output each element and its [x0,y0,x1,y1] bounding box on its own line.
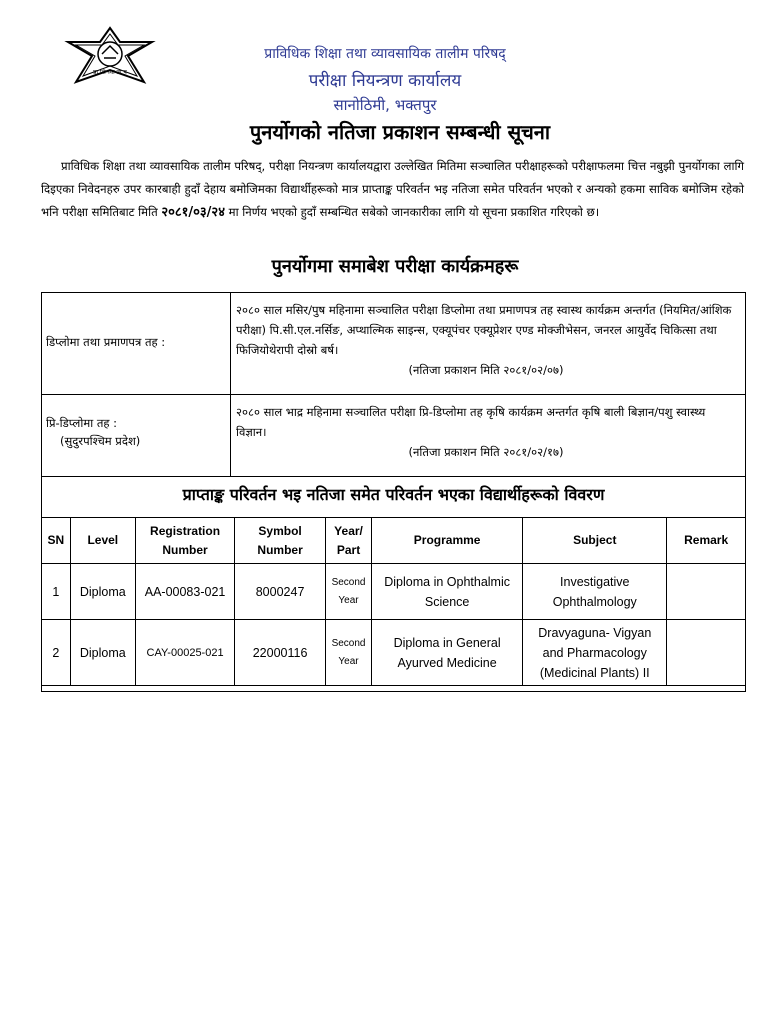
results-title: प्राप्ताङ्क परिवर्तन भइ नतिजा समेत परिवर्तन भएका विद्यार्थीहरूको विवरण [182,485,605,504]
council-logo [64,26,156,86]
cell-registration: CAY-00025-021 [136,620,235,686]
notice-title: पुनर्योगको नतिजा प्रकाशन सम्बन्धी सूचना [249,120,551,144]
cell-subject-line1: Investigative [560,574,630,589]
cell-subject [523,564,667,620]
header-year-part [326,518,372,564]
logo-text: प्रा शि व्या ता प [93,69,127,76]
header-programme: Programme [372,518,523,564]
header-yp-line2: Part [336,542,361,557]
office-name: परीक्षा नियन्त्रण कार्यालय [308,71,462,91]
cell-programme-line2: Ayurved Medicine [397,655,497,670]
office-location: सानोठिमी, भक्तपुर [333,96,437,114]
cell-programme-line1: Diploma in General [393,635,501,650]
program-result-date: (नतिजा प्रकाशन मिति २०८१/०२/०७) [408,363,564,377]
cell-subject-line2: and Pharmacology [542,645,647,660]
cell-programme-line1: Diploma in Ophthalmic [384,574,510,589]
program-result-date: (नतिजा प्रकाशन मिति २०८१/०२/१७) [408,445,564,459]
header-remark: Remark [667,518,746,564]
cell-year-part [326,620,372,686]
cell-symbol: 22000116 [235,620,326,686]
header-reg-line1: Registration [150,523,221,538]
cell-sn: 1 [42,564,71,620]
cell-year-line2: Year [338,594,359,606]
cell-subject-line1: Dravyaguna- Vigyan [538,625,652,640]
table-header-row [42,518,746,564]
program-description-prediploma [236,402,736,462]
programs-divider [230,292,231,476]
cell-level: Diploma [70,564,135,620]
program-desc-text: २०८० साल भाद्र महिनामा सञ्चालित परीक्षा प्रि-डिप्लोमा तह कृषि कार्यक्रम अन्तर्गत कृषि बाली बिज्ञान/पशु स्वास्थ्य विज्ञान। [236,405,706,439]
cell-year-line2: Year [338,655,359,667]
cell-sn: 2 [42,620,71,686]
notice-text-part1: प्राविधिक शिक्षा तथा व्यावसायिक तालीम परिषद्, परीक्षा नियन्त्रण कार्यालयद्वारा उल्लेखित मितिमा सञ्चालित परीक्षाहरूको परीक्षाफलमा चित्त नबुझी पुनर्योगका लागि दिइएका निवेदनहरु उपर कारबाही हुदाँ देहाय बमोजिमका विद्यार्थीहरूको मात्र प्राप्ताङ्क परिवर्तन भइ नतिजा समेत परिवर्तन भएको र अन्यको हकमा साविक बमोजिम रहेको भनि परीक्षा समितिबाट मिति [41,159,744,219]
council-name: प्राविधिक शिक्षा तथा व्यावसायिक तालीम परिषद् [264,46,506,62]
results-table [41,517,746,686]
programs-title: पुनर्योगमा समाबेश परीक्षा कार्यक्रमहरू [271,256,519,277]
program-level-prediploma: प्रि-डिप्लोमा तह : [46,416,118,430]
header-sym-line1: Symbol [258,523,302,538]
header-registration [136,518,235,564]
notice-text-part2: मा निर्णय भएको हुदाँ सम्बन्धित सबेको जानकारीका लागि यो सूचना प्रकाशित गरिएको छ। [228,205,600,219]
header-symbol [235,518,326,564]
cell-year-part [326,564,372,620]
header-level: Level [70,518,135,564]
cell-registration: AA-00083-021 [136,564,235,620]
cell-remark [667,564,746,620]
cell-subject-line3: (Medicinal Plants) II [539,665,650,680]
cell-subject-line2: Ophthalmology [552,594,637,609]
decision-date: २०८१/०३/२४ [161,205,225,220]
programs-row-divider [41,394,746,395]
cell-remark [667,620,746,686]
header-yp-line1: Year/ [334,523,363,538]
cell-year-line1: Second [331,637,366,649]
cell-programme [372,564,523,620]
program-level-diploma: डिप्लोमा तथा प्रमाणपत्र तह : [46,335,166,349]
program-desc-text: २०८० साल मसिर/पुष महिनामा सञ्चालित परीक्षा डिप्लोमा तथा प्रमाणपत्र तह स्वास्थ कार्यक्रम अन्तर्गत (नियमित/आंशिक परीक्षा) पि.सी.एल.नर्सिङ, अप्थाल्मिक साइन्स, एक्यूपंचर एक्यूप्रेशर एण्ड मोक्जीभेसन, जनरल आयुर्वेद चिकित्सा तथा फिजियोथेरापी दोस्रो बर्ष। [236,303,732,357]
notice-paragraph [41,155,744,224]
header-subject: Subject [523,518,667,564]
table-row [42,620,746,686]
cell-level: Diploma [70,620,135,686]
programs-bottom-divider [41,476,746,477]
cell-symbol: 8000247 [235,564,326,620]
header-sym-line2: Number [257,542,303,557]
cell-programme-line2: Science [424,594,470,609]
cell-programme [372,620,523,686]
header-reg-line2: Number [162,542,208,557]
program-description-diploma [236,300,736,380]
header-sn: SN [42,518,71,564]
cell-subject [523,620,667,686]
program-level-province: (सुदुरपश्चिम प्रदेश) [60,434,141,448]
cell-year-line1: Second [331,576,366,588]
table-row [42,564,746,620]
